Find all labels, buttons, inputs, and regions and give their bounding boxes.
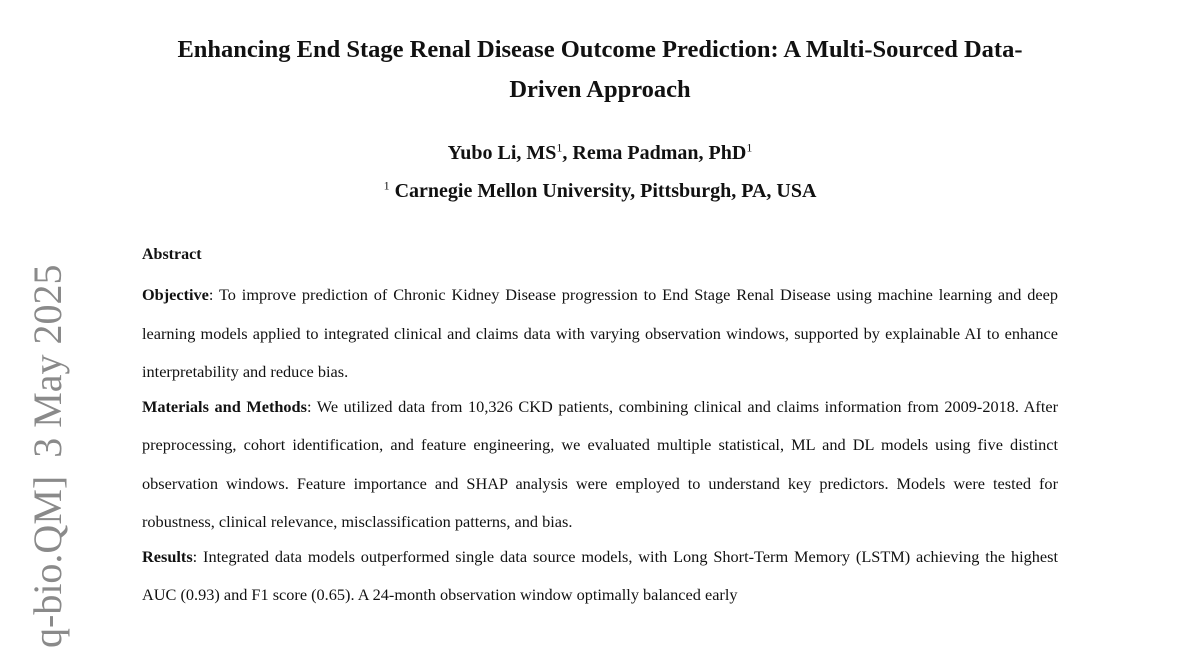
arxiv-date: 3 May 2025 [25,264,70,458]
abstract-heading: Abstract [142,246,202,263]
abstract-paragraph [142,276,1058,392]
abstract-paragraph [142,388,1058,542]
paper-title: Enhancing End Stage Renal Disease Outcome Prediction: A Multi-Sourced Data-Driven Approach [177,36,1023,103]
section-text: : We utilized data from 10,326 CKD patients, combining clinical and claims information from 2009-2018. After preprocessing, cohort identification, and feature engineering, we evaluated multiple statistical, ML and DL models using five distinct observation windows. Feature importance and SHAP analysis were employed to understand key predictors. Models were tested for robustness, clinical relevance, misclassification patterns, and bias. [142,396,1058,531]
abstract-paragraph [142,538,1058,615]
affiliation-mark: 1 [556,140,563,155]
affiliation-mark: 1 [383,178,390,193]
affiliation-text: Carnegie Mellon University, Pittsburgh, PA, USA [394,180,817,202]
abstract-body [142,276,1058,611]
section-label: Objective [142,285,209,304]
arxiv-category: q-bio.QM] [25,475,70,648]
affiliation-line [142,176,1058,206]
affiliation-mark: 1 [746,140,753,155]
author-name: Yubo Li, MS [447,142,557,164]
section-label: Results [142,546,193,566]
arxiv-stamp [24,264,72,648]
section-text: : Integrated data models outperformed single data source models, with Long Short-Term Memory (LSTM) achieving the highest AUC (0.93) and F1 score (0.65). A 24-month observation window optimally balanced early [142,546,1058,604]
section-text: : To improve prediction of Chronic Kidney Disease progression to End Stage Renal Disease using machine learning and deep learning models applied to integrated clinical and claims data with varying observation windows, supported by explainable AI to enhance interpretability and reduce bias. [142,285,1058,381]
author-separator: , [562,142,573,164]
author-list [142,138,1058,168]
section-label: Materials and Methods [142,396,307,416]
author-name: Rema Padman, PhD [572,142,747,164]
